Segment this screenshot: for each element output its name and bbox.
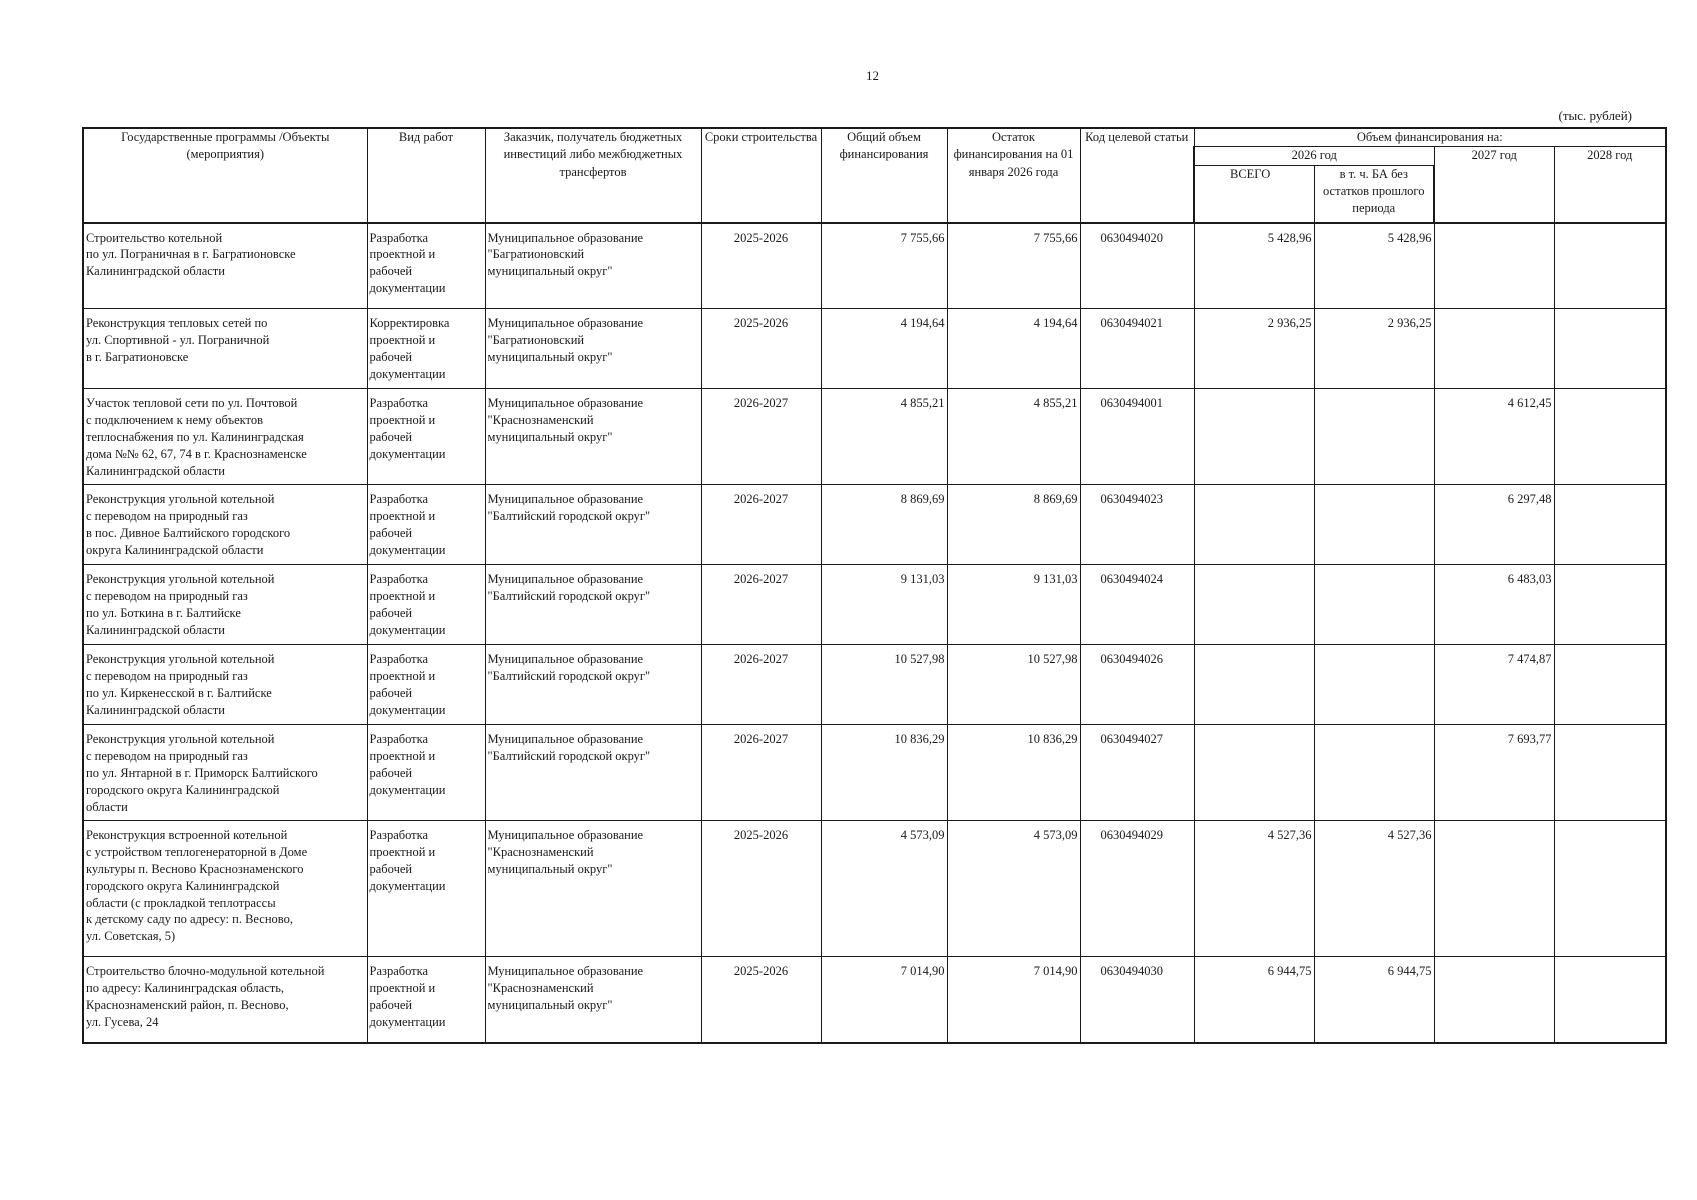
program-cell: Участок тепловой сети по ул. Почтовой с подключением к нему объектов теплоснабжения по ул. Калининградская дома №№ 62, 67, 74 в г. Краснознаменске Калининградской области — [83, 389, 367, 485]
customer-cell: Муниципальное образование "Балтийский городской округ" — [485, 725, 701, 821]
funding-2026-total-cell: 4 527,36 — [1194, 821, 1314, 957]
program-cell: Реконструкция угольной котельной с переводом на природный газ по ул. Киркенесской в г. Балтийске Калининградской области — [83, 645, 367, 725]
target-code-cell: 0630494026 — [1080, 645, 1194, 725]
funding-2026-ba-cell — [1314, 485, 1434, 565]
program-cell: Реконструкция угольной котельной с переводом на природный газ по ул. Боткина в г. Балтийске Калининградской области — [83, 565, 367, 645]
remaining-cell: 10 836,29 — [947, 725, 1080, 821]
header-2026-total: ВСЕГО — [1194, 165, 1314, 223]
financing-table — [82, 127, 1667, 1044]
period-cell: 2025-2026 — [701, 957, 821, 1043]
funding-2028-cell — [1554, 645, 1666, 725]
table-body — [83, 223, 1666, 1043]
funding-2028-cell — [1554, 485, 1666, 565]
program-cell: Реконструкция тепловых сетей по ул. Спортивной - ул. Пограничной в г. Багратионовске — [83, 309, 367, 389]
funding-2028-cell — [1554, 565, 1666, 645]
total-financing-cell: 7 755,66 — [821, 223, 947, 309]
program-cell: Строительство блочно-модульной котельной по адресу: Калининградская область, Краснознаменский район, п. Весново, ул. Гусева, 24 — [83, 957, 367, 1043]
funding-2026-total-cell: 6 944,75 — [1194, 957, 1314, 1043]
funding-2026-ba-cell — [1314, 565, 1434, 645]
total-financing-cell: 8 869,69 — [821, 485, 947, 565]
program-cell: Реконструкция угольной котельной с переводом на природный газ по ул. Янтарной в г. Приморск Балтийского городского округа Калининградской области — [83, 725, 367, 821]
work-type-cell: Разработка проектной и рабочей документации — [367, 389, 485, 485]
funding-2028-cell — [1554, 957, 1666, 1043]
table-row — [83, 725, 1666, 821]
customer-cell: Муниципальное образование "Краснознаменский муниципальный округ" — [485, 821, 701, 957]
funding-2027-cell: 4 612,45 — [1434, 389, 1554, 485]
target-code-cell: 0630494030 — [1080, 957, 1194, 1043]
header-year-2028: 2028 год — [1554, 147, 1666, 223]
customer-cell: Муниципальное образование "Багратионовский муниципальный округ" — [485, 309, 701, 389]
period-cell: 2026-2027 — [701, 565, 821, 645]
funding-2027-cell: 7 693,77 — [1434, 725, 1554, 821]
period-cell: 2026-2027 — [701, 645, 821, 725]
funding-2026-total-cell — [1194, 725, 1314, 821]
remaining-cell: 4 573,09 — [947, 821, 1080, 957]
header-work-type: Вид работ — [367, 128, 485, 223]
table-row — [83, 223, 1666, 309]
total-financing-cell: 7 014,90 — [821, 957, 947, 1043]
period-cell: 2025-2026 — [701, 821, 821, 957]
program-cell: Строительство котельной по ул. Пограничная в г. Багратионовске Калининградской области — [83, 223, 367, 309]
header-code: Код целевой статьи — [1080, 128, 1194, 223]
funding-2028-cell — [1554, 389, 1666, 485]
work-type-cell: Разработка проектной и рабочей документации — [367, 645, 485, 725]
work-type-cell: Корректировка проектной и рабочей документации — [367, 309, 485, 389]
customer-cell: Муниципальное образование "Балтийский городской округ" — [485, 565, 701, 645]
customer-cell: Муниципальное образование "Краснознаменский муниципальный округ" — [485, 389, 701, 485]
customer-cell: Муниципальное образование "Краснознаменский муниципальный округ" — [485, 957, 701, 1043]
funding-2026-ba-cell — [1314, 645, 1434, 725]
remaining-cell: 8 869,69 — [947, 485, 1080, 565]
header-year-2027: 2027 год — [1434, 147, 1554, 223]
funding-2026-ba-cell: 4 527,36 — [1314, 821, 1434, 957]
total-financing-cell: 10 836,29 — [821, 725, 947, 821]
funding-2028-cell — [1554, 223, 1666, 309]
table-row — [83, 485, 1666, 565]
period-cell: 2026-2027 — [701, 485, 821, 565]
header-remaining: Остаток финансирования на 01 января 2026 года — [947, 128, 1080, 223]
header-funding: Объем финансирования на: — [1194, 128, 1666, 147]
remaining-cell: 4 194,64 — [947, 309, 1080, 389]
units-label: (тыс. рублей) — [1558, 108, 1632, 123]
funding-2026-total-cell — [1194, 645, 1314, 725]
remaining-cell: 7 014,90 — [947, 957, 1080, 1043]
target-code-cell: 0630494027 — [1080, 725, 1194, 821]
header-2026-ba: в т. ч. БА без остатков прошлого периода — [1314, 165, 1434, 223]
header-total-financing: Общий объем финансирования — [821, 128, 947, 223]
funding-2027-cell — [1434, 309, 1554, 389]
funding-2028-cell — [1554, 821, 1666, 957]
remaining-cell: 7 755,66 — [947, 223, 1080, 309]
funding-2028-cell — [1554, 309, 1666, 389]
target-code-cell: 0630494024 — [1080, 565, 1194, 645]
funding-2026-total-cell — [1194, 389, 1314, 485]
program-cell: Реконструкция встроенной котельной с устройством теплогенераторной в Доме культуры п. Весново Краснознаменского городского округа Калининградской области (с прокладкой теплотрассы к детскому саду по адресу: п. Весново, ул. Советская, 5) — [83, 821, 367, 957]
work-type-cell: Разработка проектной и рабочей документации — [367, 957, 485, 1043]
header-customer: Заказчик, получатель бюджетных инвестиций либо межбюджетных трансфертов — [485, 128, 701, 223]
period-cell: 2025-2026 — [701, 223, 821, 309]
work-type-cell: Разработка проектной и рабочей документации — [367, 223, 485, 309]
program-cell: Реконструкция угольной котельной с переводом на природный газ в пос. Дивное Балтийского городского округа Калининградской области — [83, 485, 367, 565]
total-financing-cell: 4 855,21 — [821, 389, 947, 485]
funding-2026-total-cell — [1194, 485, 1314, 565]
total-financing-cell: 4 573,09 — [821, 821, 947, 957]
period-cell: 2026-2027 — [701, 389, 821, 485]
funding-2026-total-cell: 2 936,25 — [1194, 309, 1314, 389]
customer-cell: Муниципальное образование "Балтийский городской округ" — [485, 485, 701, 565]
total-financing-cell: 10 527,98 — [821, 645, 947, 725]
period-cell: 2026-2027 — [701, 725, 821, 821]
table-row — [83, 821, 1666, 957]
table-row — [83, 957, 1666, 1043]
target-code-cell: 0630494001 — [1080, 389, 1194, 485]
funding-2026-ba-cell: 5 428,96 — [1314, 223, 1434, 309]
target-code-cell: 0630494023 — [1080, 485, 1194, 565]
header-program: Государственные программы /Объекты (мероприятия) — [83, 128, 367, 223]
funding-2026-ba-cell — [1314, 725, 1434, 821]
total-financing-cell: 9 131,03 — [821, 565, 947, 645]
funding-2027-cell — [1434, 821, 1554, 957]
header-period: Сроки строительства — [701, 128, 821, 223]
funding-2026-total-cell: 5 428,96 — [1194, 223, 1314, 309]
funding-2028-cell — [1554, 725, 1666, 821]
work-type-cell: Разработка проектной и рабочей документации — [367, 485, 485, 565]
remaining-cell: 4 855,21 — [947, 389, 1080, 485]
work-type-cell: Разработка проектной и рабочей документации — [367, 725, 485, 821]
table-header — [83, 128, 1666, 223]
work-type-cell: Разработка проектной и рабочей документации — [367, 821, 485, 957]
period-cell: 2025-2026 — [701, 309, 821, 389]
funding-2027-cell: 6 483,03 — [1434, 565, 1554, 645]
target-code-cell: 0630494021 — [1080, 309, 1194, 389]
table-row — [83, 309, 1666, 389]
table-row — [83, 389, 1666, 485]
funding-2026-ba-cell: 6 944,75 — [1314, 957, 1434, 1043]
table-row — [83, 645, 1666, 725]
target-code-cell: 0630494020 — [1080, 223, 1194, 309]
customer-cell: Муниципальное образование "Багратионовский муниципальный округ" — [485, 223, 701, 309]
work-type-cell: Разработка проектной и рабочей документации — [367, 565, 485, 645]
funding-2026-ba-cell: 2 936,25 — [1314, 309, 1434, 389]
funding-2027-cell: 6 297,48 — [1434, 485, 1554, 565]
remaining-cell: 9 131,03 — [947, 565, 1080, 645]
funding-2026-ba-cell — [1314, 389, 1434, 485]
target-code-cell: 0630494029 — [1080, 821, 1194, 957]
customer-cell: Муниципальное образование "Балтийский городской округ" — [485, 645, 701, 725]
funding-2027-cell — [1434, 223, 1554, 309]
header-year-2026: 2026 год — [1194, 147, 1434, 165]
funding-2026-total-cell — [1194, 565, 1314, 645]
funding-2027-cell: 7 474,87 — [1434, 645, 1554, 725]
remaining-cell: 10 527,98 — [947, 645, 1080, 725]
total-financing-cell: 4 194,64 — [821, 309, 947, 389]
funding-2027-cell — [1434, 957, 1554, 1043]
page-number: 12 — [866, 68, 879, 83]
table-row — [83, 565, 1666, 645]
